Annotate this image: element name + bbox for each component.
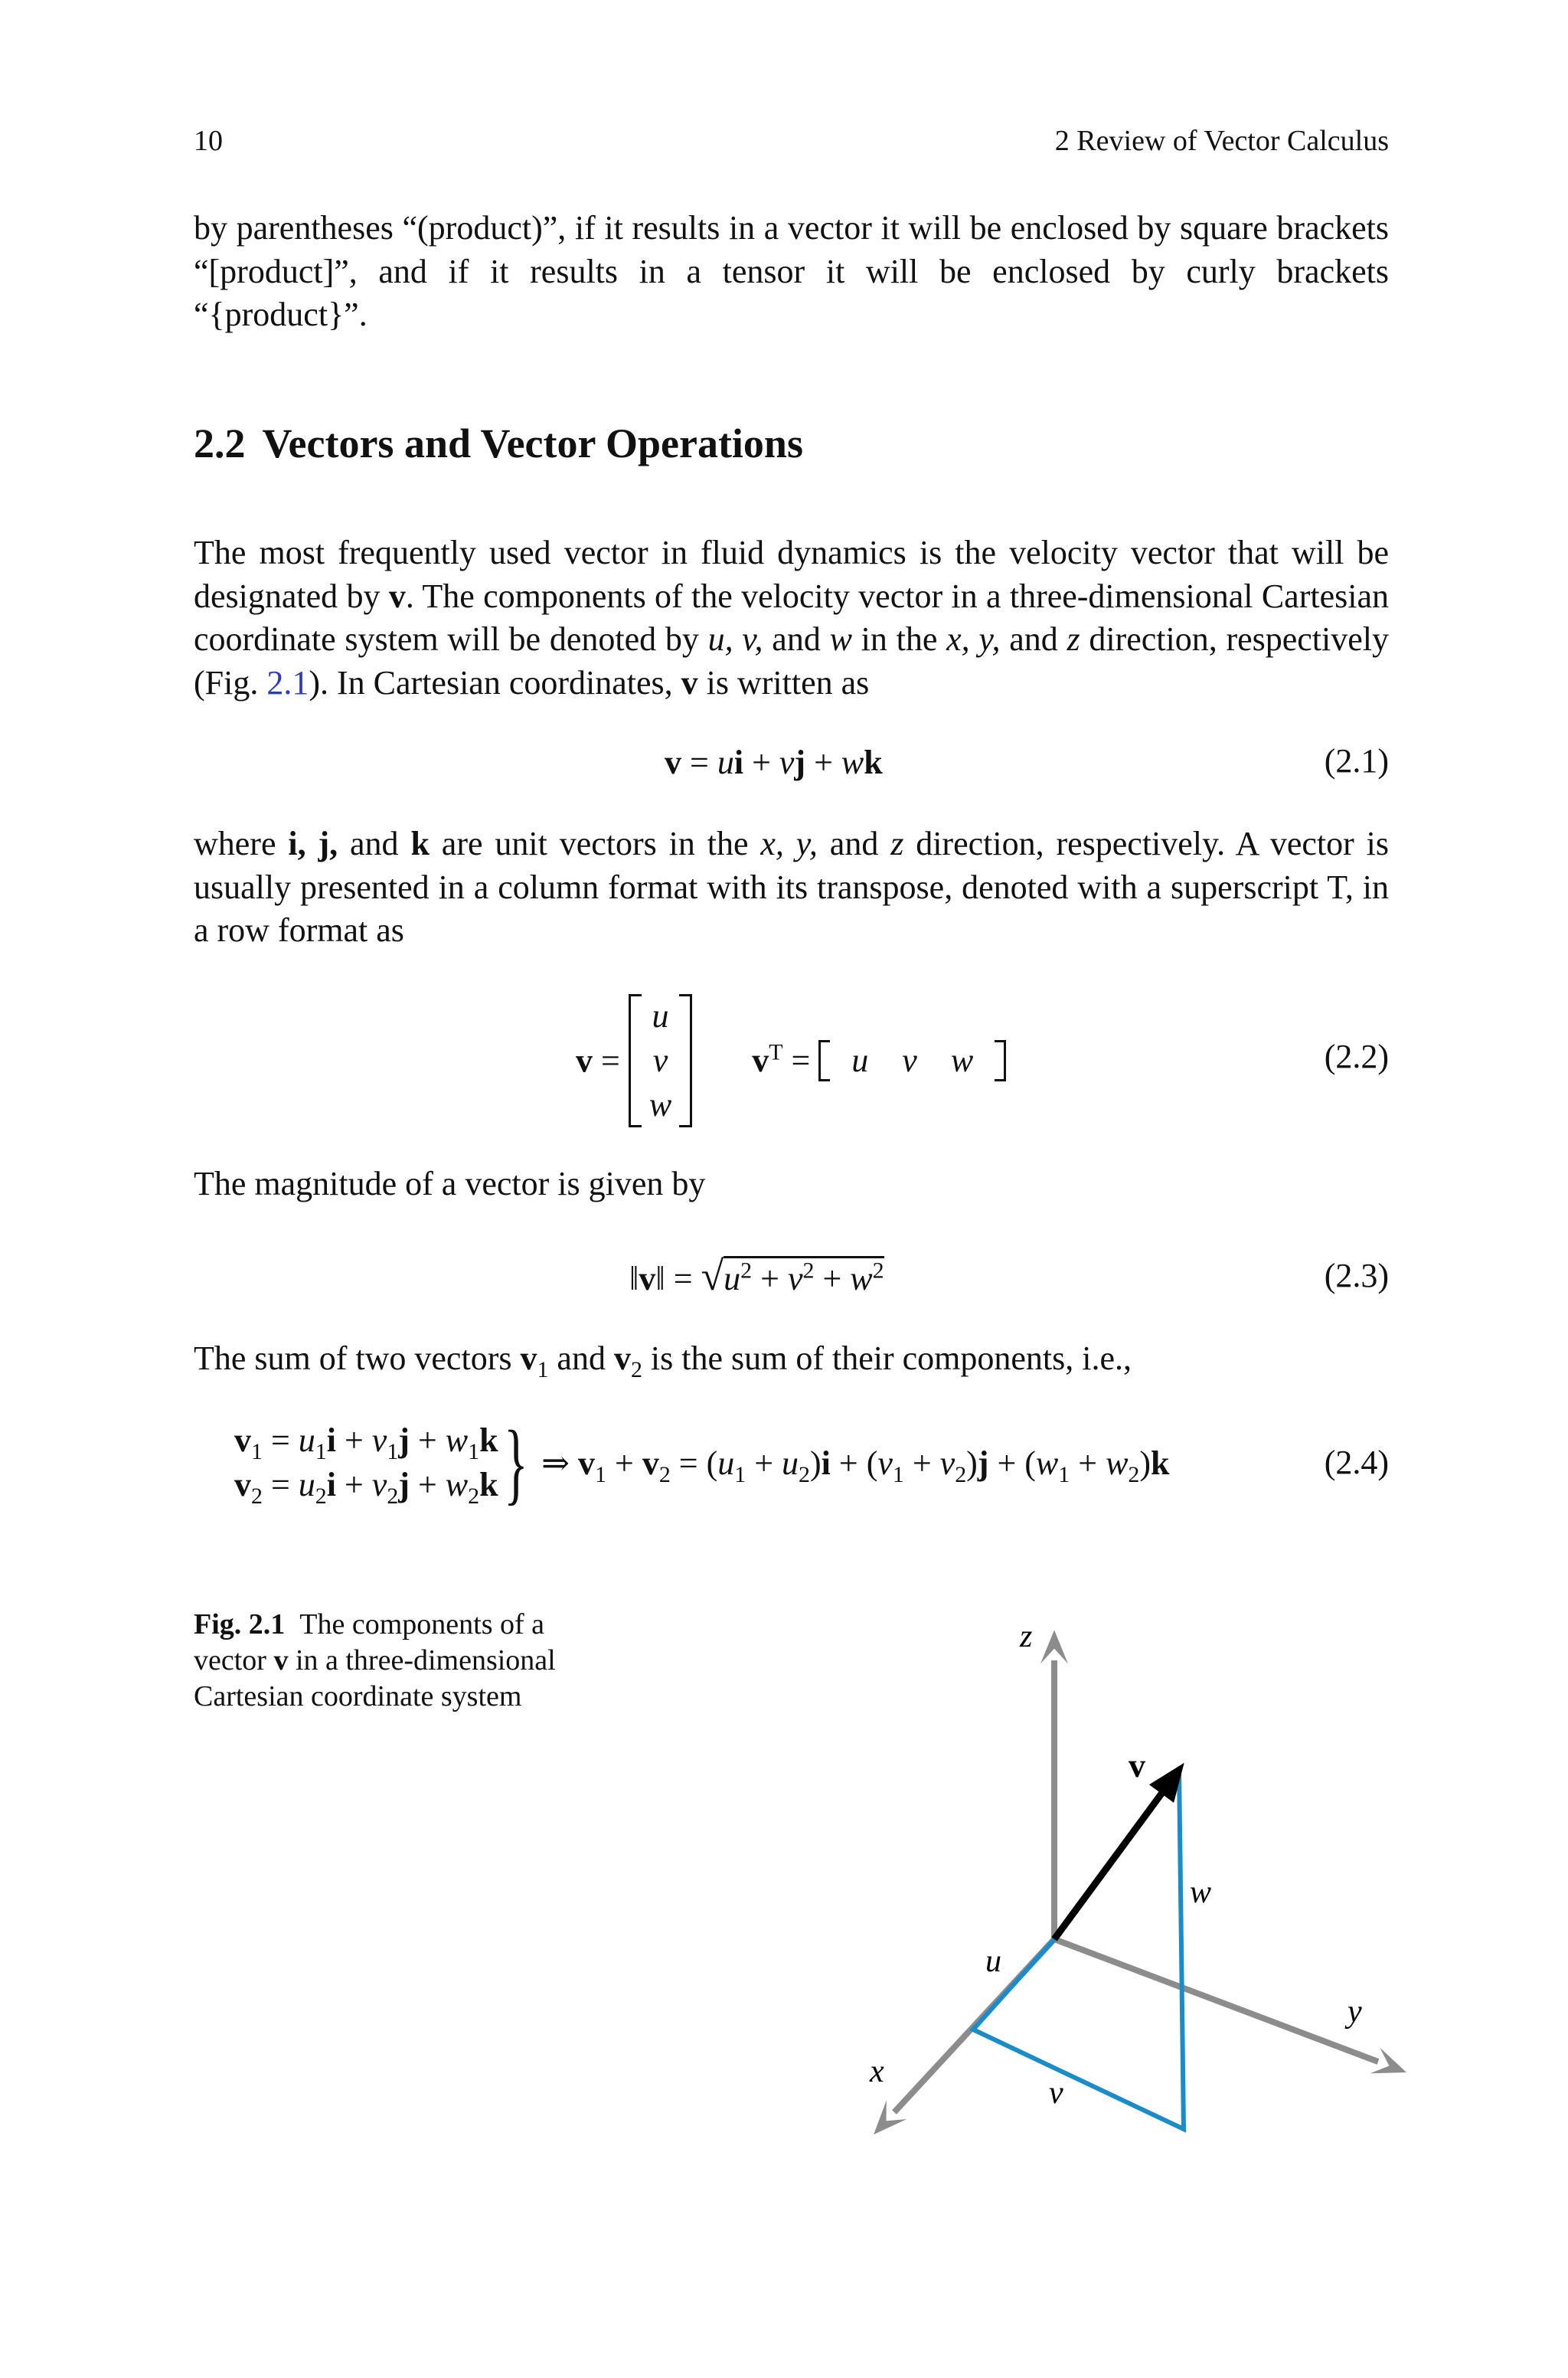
- math-v: v: [273, 1644, 289, 1676]
- text-run: . The components of the velocity vector in a three-dimensional Cartesian coordinate system will be denoted by: [194, 577, 1389, 658]
- equation-system: $v_1 = u_1i + v_1j + w_1k$ $v_2 = u_2i + v_2j + w_2k$: [234, 1421, 498, 1509]
- component-u-label: u: [985, 1944, 1001, 1979]
- equation-number: (2.2): [1324, 1038, 1389, 1075]
- text-run: in the: [851, 620, 947, 658]
- paragraph-sum: The sum of two vectors $v_1$ and $v_2$ is the sum of their components, i.e.,: [194, 1339, 1132, 1382]
- vector-v-label: v: [1129, 1747, 1145, 1784]
- component-v-label: v: [1049, 2075, 1063, 2111]
- z-axis-label: z: [1020, 1619, 1033, 1654]
- component-w-label: w: [1190, 1875, 1212, 1910]
- math-k: k: [410, 825, 430, 862]
- text-run: where: [194, 825, 289, 862]
- equation-number: (2.4): [1324, 1444, 1389, 1481]
- text-run: is the sum of their components, i.e.,: [642, 1339, 1132, 1377]
- page-number: 10: [194, 125, 223, 157]
- equation-2-1: v = ui + vj + wk: [665, 744, 883, 781]
- text-run: The sum of two vectors: [194, 1339, 521, 1377]
- math-uvw: u, v,: [707, 620, 763, 658]
- equation-number: (2.3): [1324, 1257, 1389, 1294]
- text-run: and: [1000, 620, 1067, 658]
- column-vector: u v w: [629, 994, 692, 1127]
- section-title: Vectors and Vector Operations: [262, 420, 803, 466]
- text-run: is written as: [697, 663, 870, 702]
- section-number: 2.2: [194, 420, 246, 466]
- text-run: direction, respectively (Fig.: [194, 620, 1390, 702]
- equation-2-2: v = u v w $v^T = u$ v w: [576, 994, 1006, 1127]
- equation-number: (2.1): [1324, 742, 1389, 780]
- text-run: and: [338, 825, 411, 862]
- text-run: The most frequently used vector in fluid dynamics is the velocity vector that will be designated by: [194, 534, 1389, 615]
- math-v: v: [388, 577, 406, 615]
- axes: [874, 1630, 1406, 2134]
- text-run: and: [548, 1339, 614, 1377]
- text-run: The components of a vector: [194, 1608, 545, 1676]
- row-vector: u v w: [818, 1040, 1006, 1081]
- figure-reference-link[interactable]: 2.1: [266, 663, 309, 702]
- text-run: are unit vectors in the: [429, 825, 761, 862]
- math-v: v: [681, 663, 698, 702]
- math-z: z: [890, 825, 904, 862]
- y-axis-label: y: [1348, 1994, 1362, 2030]
- text-run: and: [763, 620, 830, 658]
- z-axis-arrowhead: [1040, 1630, 1068, 1663]
- x-axis-label: x: [870, 2054, 884, 2089]
- y-axis: [1054, 1939, 1378, 2062]
- text-run: direction, respectively. A vector is usually presented in a column format with its transpose, denoted with a superscript T, in a row format as: [194, 825, 1390, 949]
- text-run: in a three-dimensional Cartesian coordinate system: [194, 1644, 556, 1712]
- running-head: 2 Review of Vector Calculus: [1054, 125, 1389, 157]
- math-z: z: [1067, 620, 1080, 658]
- math-xy: x, y,: [946, 620, 1001, 658]
- math-xy: x, y,: [760, 825, 818, 862]
- equation-2-3: ‖v‖ = $√u^2 + v^2 + w^2$: [629, 1253, 884, 1299]
- math-w: w: [829, 620, 852, 658]
- text-run: ). In Cartesian coordinates,: [309, 663, 681, 702]
- figure-label: Fig. 2.1: [194, 1608, 286, 1640]
- text-run: and: [817, 825, 891, 862]
- paragraph-magnitude: The magnitude of a vector is given by: [194, 1165, 706, 1202]
- equation-2-4: $v_1 = u_1i + v_1j + w_1k$ $v_2 = u_2i + v_2j + w_2k$} ⇒ $v_1 + v_2 = (u_1 + u_2)i + (v_1 + v_2)j + (w_1 + w_2)k$: [234, 1411, 1170, 1513]
- math-ijk: i, j,: [288, 825, 338, 862]
- intro-paragraph: by parentheses “(product)”, if it results in a vector it will be enclosed by square brackets “[product]”, and if it results in a tensor it will be enclosed by curly brackets “{product}”.: [194, 209, 1389, 333]
- vector-v-arrow: [1054, 1791, 1164, 1939]
